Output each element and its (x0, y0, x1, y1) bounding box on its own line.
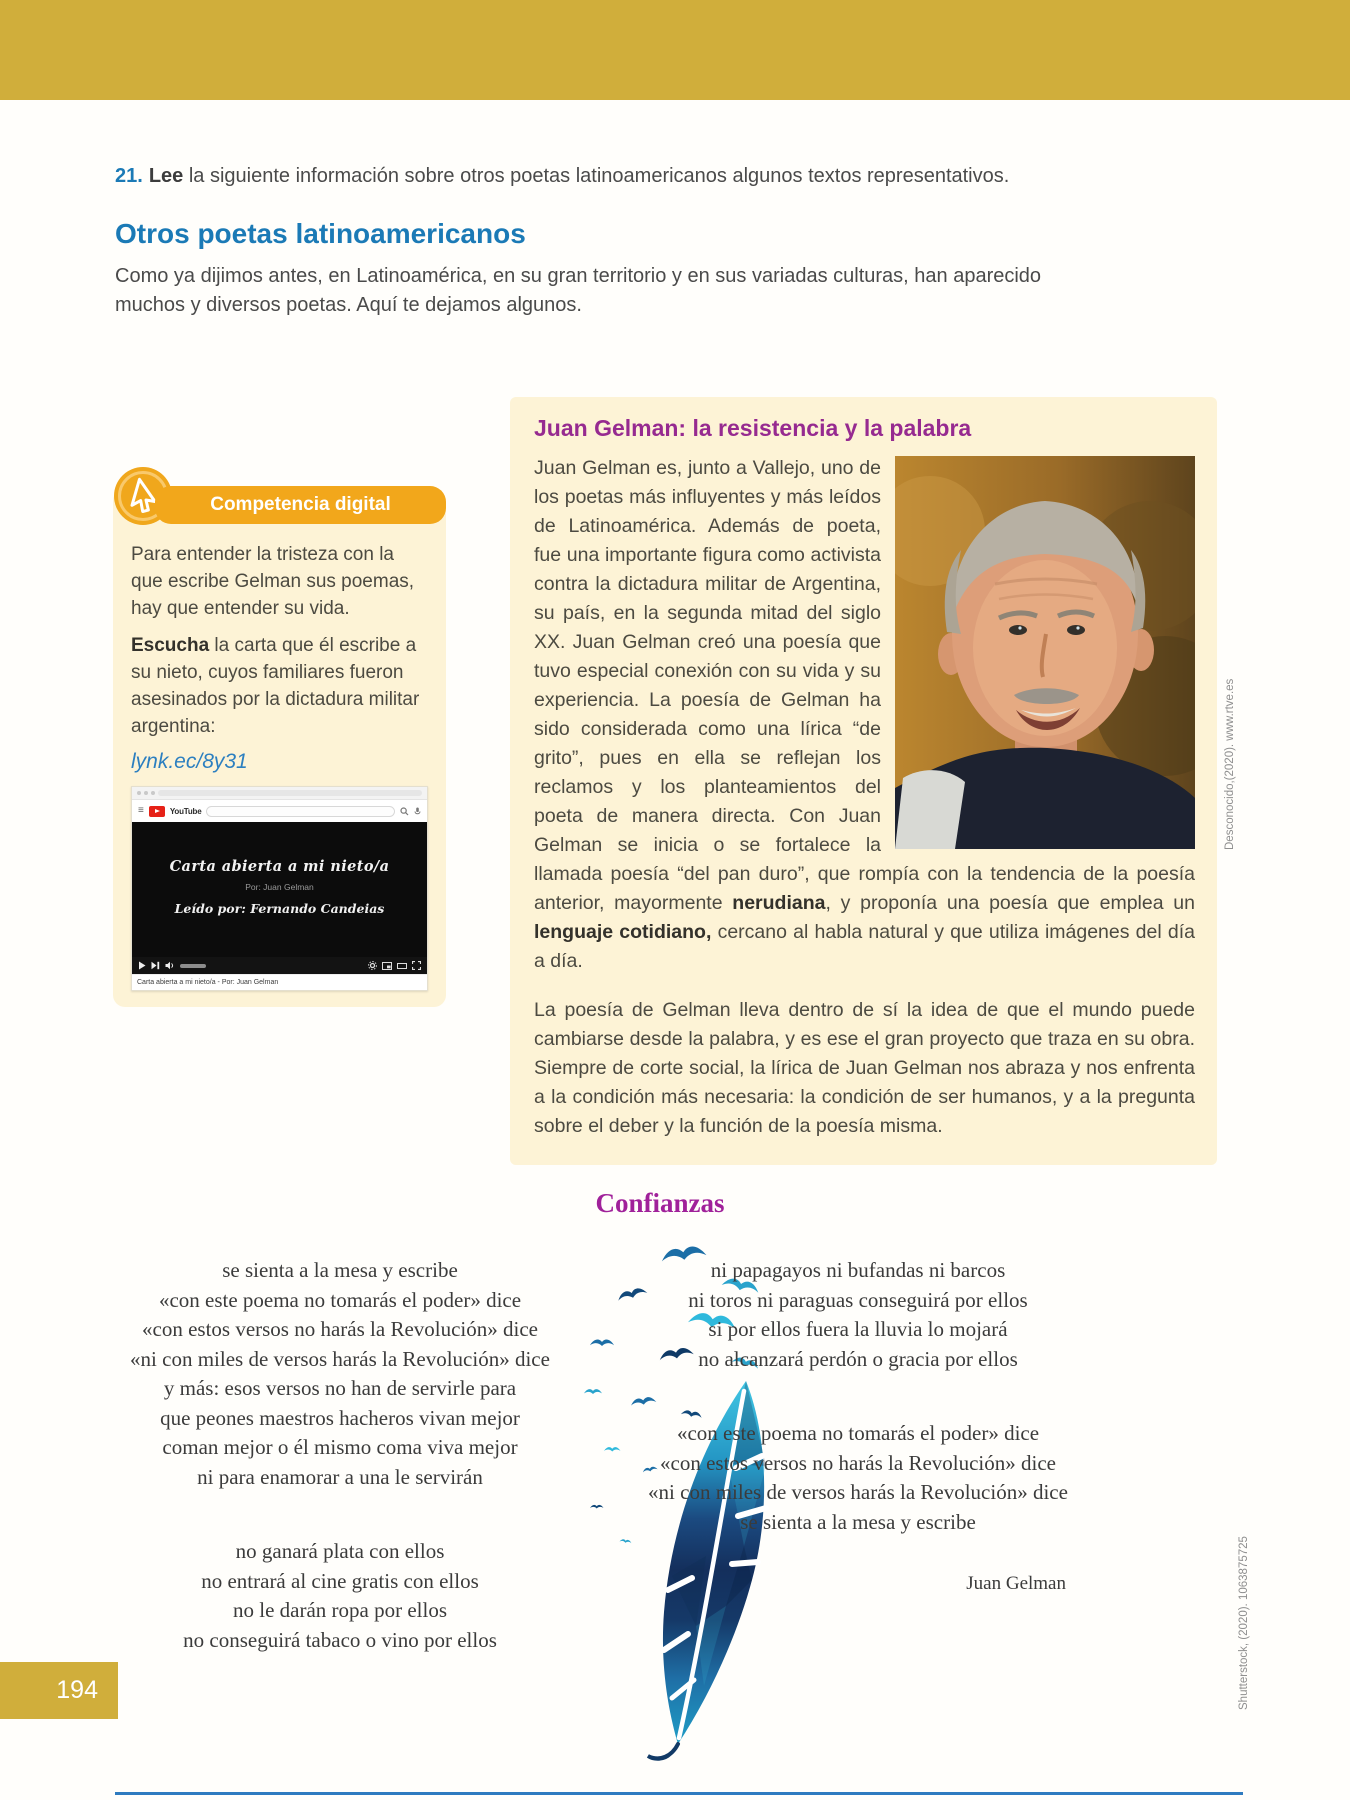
competencia-digital-box (113, 489, 446, 1007)
poem-stanza (80, 1537, 600, 1655)
feather-image-credit (1238, 1480, 1258, 1710)
menu-icon[interactable]: ≡ (138, 805, 144, 816)
poem-line: «ni con miles de versos harás la Revolución» dice (648, 1480, 1068, 1504)
poem-line: ni papagayos ni bufandas ni barcos (710, 1258, 1006, 1282)
poem-line: «ni con miles de versos harás la Revolución» dice (130, 1346, 550, 1371)
poem-line: si por ellos fuera la lluvia lo mojará (708, 1317, 1008, 1341)
time-display (180, 964, 206, 968)
poem-line: ni para enamorar a una le servirán (197, 1464, 483, 1489)
next-icon[interactable] (151, 961, 160, 970)
browser-dots-icon (137, 791, 141, 795)
gelman-box-title: Juan Gelman: la resistencia y la palabra (534, 415, 972, 441)
poem-title: Confianzas (595, 1188, 725, 1218)
audio-link[interactable]: lynk.ec/8y31 (131, 750, 248, 773)
gelman-info-box (510, 397, 1217, 1165)
volume-icon[interactable] (165, 961, 175, 970)
section-title: Otros poetas latinoamericanos (115, 218, 526, 249)
url-bar[interactable] (158, 790, 422, 796)
poem-line: no le darán ropa por ellos (232, 1598, 447, 1622)
poem-left-column (80, 1256, 600, 1655)
poem-line: «con estos versos no harás la Revolución» dice (660, 1450, 1056, 1475)
poem-line: se sienta a la mesa y escribe (740, 1509, 976, 1534)
juan-gelman-photo (895, 456, 1195, 849)
poem-line: «con este poema no tomarás el poder» dice (158, 1287, 522, 1312)
sidebar-paragraph-2 (131, 632, 428, 740)
poem-line: «con estos versos no harás la Revolución» dice (142, 1317, 538, 1341)
poem-line: no entrará al cine gratis con ellos (201, 1568, 479, 1593)
poem-line: «con este poema no tomarás el poder» dice (676, 1421, 1040, 1445)
play-icon[interactable] (138, 961, 146, 970)
video-thumbnail[interactable] (131, 786, 428, 991)
poem-right-column (608, 1256, 1108, 1599)
feather-credit-text: Shutterstock, (2020). 1063875725 (1238, 1536, 1250, 1710)
miniplayer-icon[interactable] (382, 962, 392, 970)
browser-dots-icon (144, 791, 148, 795)
page-number-text: 194 (56, 1676, 98, 1704)
poem-line: no conseguirá tabaco o vino por ellos (183, 1627, 497, 1652)
poem-line: se sienta a la mesa y escribe (222, 1258, 458, 1282)
poem-stanza (608, 1419, 1108, 1537)
poem-line: coman mejor o él mismo coma viva mejor (162, 1435, 518, 1459)
top-banner (0, 0, 1350, 100)
theater-icon[interactable] (397, 962, 407, 970)
video-player[interactable] (132, 822, 427, 974)
poem-line: no alcanzará perdón o gracia por ellos (698, 1346, 1018, 1371)
exercise-number: 21. (115, 165, 143, 187)
poem-line: ni toros ni paraguas conseguirá por ellos (688, 1287, 1028, 1312)
poem-line: y más: esos versos no han de servirle para (163, 1376, 517, 1400)
bottom-divider (115, 1792, 1243, 1795)
video-author-line: Por: Juan Gelman (245, 882, 314, 892)
search-icon[interactable] (400, 807, 409, 816)
exercise-verb: Lee (148, 165, 184, 187)
gelman-p1-text: Juan Gelman es, junto a Vallejo, uno de los poetas más influyentes y más leídos de Latinoamérica. Además de poeta, fue una importante figura como activista contra la dictadura militar de Argentina, su país, en la segunda mitad del siglo XX. Juan Gelman creó una poesía que tuvo especial conexión con su vida y su experiencia. La poesía de Gelman ha sido considerada como una lírica “de grito”, pues en ella se reflejan los reclamos y los planteamientos del poeta de manera directa. Con Juan Gelman se inicia o se fortalece la llamada poesía “del pan duro”, que rompía con la tendencia de la poesía anterior, mayormente (534, 457, 1195, 914)
sidebar-escucha-bold: Escucha (131, 635, 210, 656)
exercise-prompt (115, 165, 1195, 188)
section-intro: Como ya dijimos antes, en Latinoamérica, en su gran territorio y en sus variadas culturas, han aparecido muchos y diversos poetas. Aquí te dejamos algunos. (115, 265, 1042, 316)
player-controls[interactable] (132, 957, 427, 974)
sidebar-p2-text: la carta que él escribe a su nieto, cuyos familiares fueron asesinados por la dictadura militar argentina: (131, 635, 420, 737)
browser-chrome (132, 787, 427, 800)
youtube-header (132, 800, 427, 822)
gelman-p1-text: cercano al habla natural y que utiliza imágenes del día a día. (534, 921, 1196, 972)
gelman-p1-text: , y proponía una poesía que emplea un (825, 892, 1195, 914)
browser-dots-icon (151, 791, 155, 795)
poem-attribution: Juan Gelman (966, 1573, 1066, 1594)
exercise-text: la siguiente información sobre otros poetas latinoamericanos algunos textos representativos. (188, 165, 1010, 187)
video-caption: Carta abierta a mi nieto/a - Por: Juan Gelman (132, 974, 427, 990)
sidebar-header: Competencia digital (155, 486, 446, 524)
sidebar-paragraph-1: Para entender la tristeza con la que escribe Gelman sus poemas, hay que entender su vida. (131, 544, 415, 619)
gelman-p1-bold-lenguaje: lenguaje cotidiano, (534, 921, 712, 943)
gelman-p1-bold-nerudiana: nerudiana (732, 892, 826, 914)
photo-credit (1224, 630, 1244, 850)
poem-line: que peones maestros hacheros vivan mejor (160, 1405, 520, 1430)
fullscreen-icon[interactable] (412, 961, 421, 970)
video-title-line: Carta abierta a mi nieto/a (169, 858, 390, 875)
mic-icon[interactable] (414, 807, 421, 816)
page-number (0, 1662, 118, 1719)
video-reader-line: Leído por: Fernando Candeias (174, 901, 385, 916)
youtube-logo-icon[interactable] (149, 806, 165, 817)
youtube-wordmark: YouTube (169, 806, 202, 816)
settings-icon[interactable] (368, 961, 377, 970)
poem-line: no ganará plata con ellos (235, 1539, 445, 1563)
search-input[interactable] (206, 806, 395, 817)
gelman-paragraph-2: La poesía de Gelman lleva dentro de sí la idea de que el mundo puede cambiarse desde la palabra, y es ese el gran proyecto que traza en su obra. Siempre de corte social, la lírica de Juan Gelman nos abraza y nos enfrenta a la condición más necesaria: la condición de ser humanos, y a la pregunta sobre el deber y la función de la poesía misma. (534, 999, 1195, 1137)
photo-credit-text: Desconocido,(2020). www.rtve.es (1224, 678, 1236, 850)
